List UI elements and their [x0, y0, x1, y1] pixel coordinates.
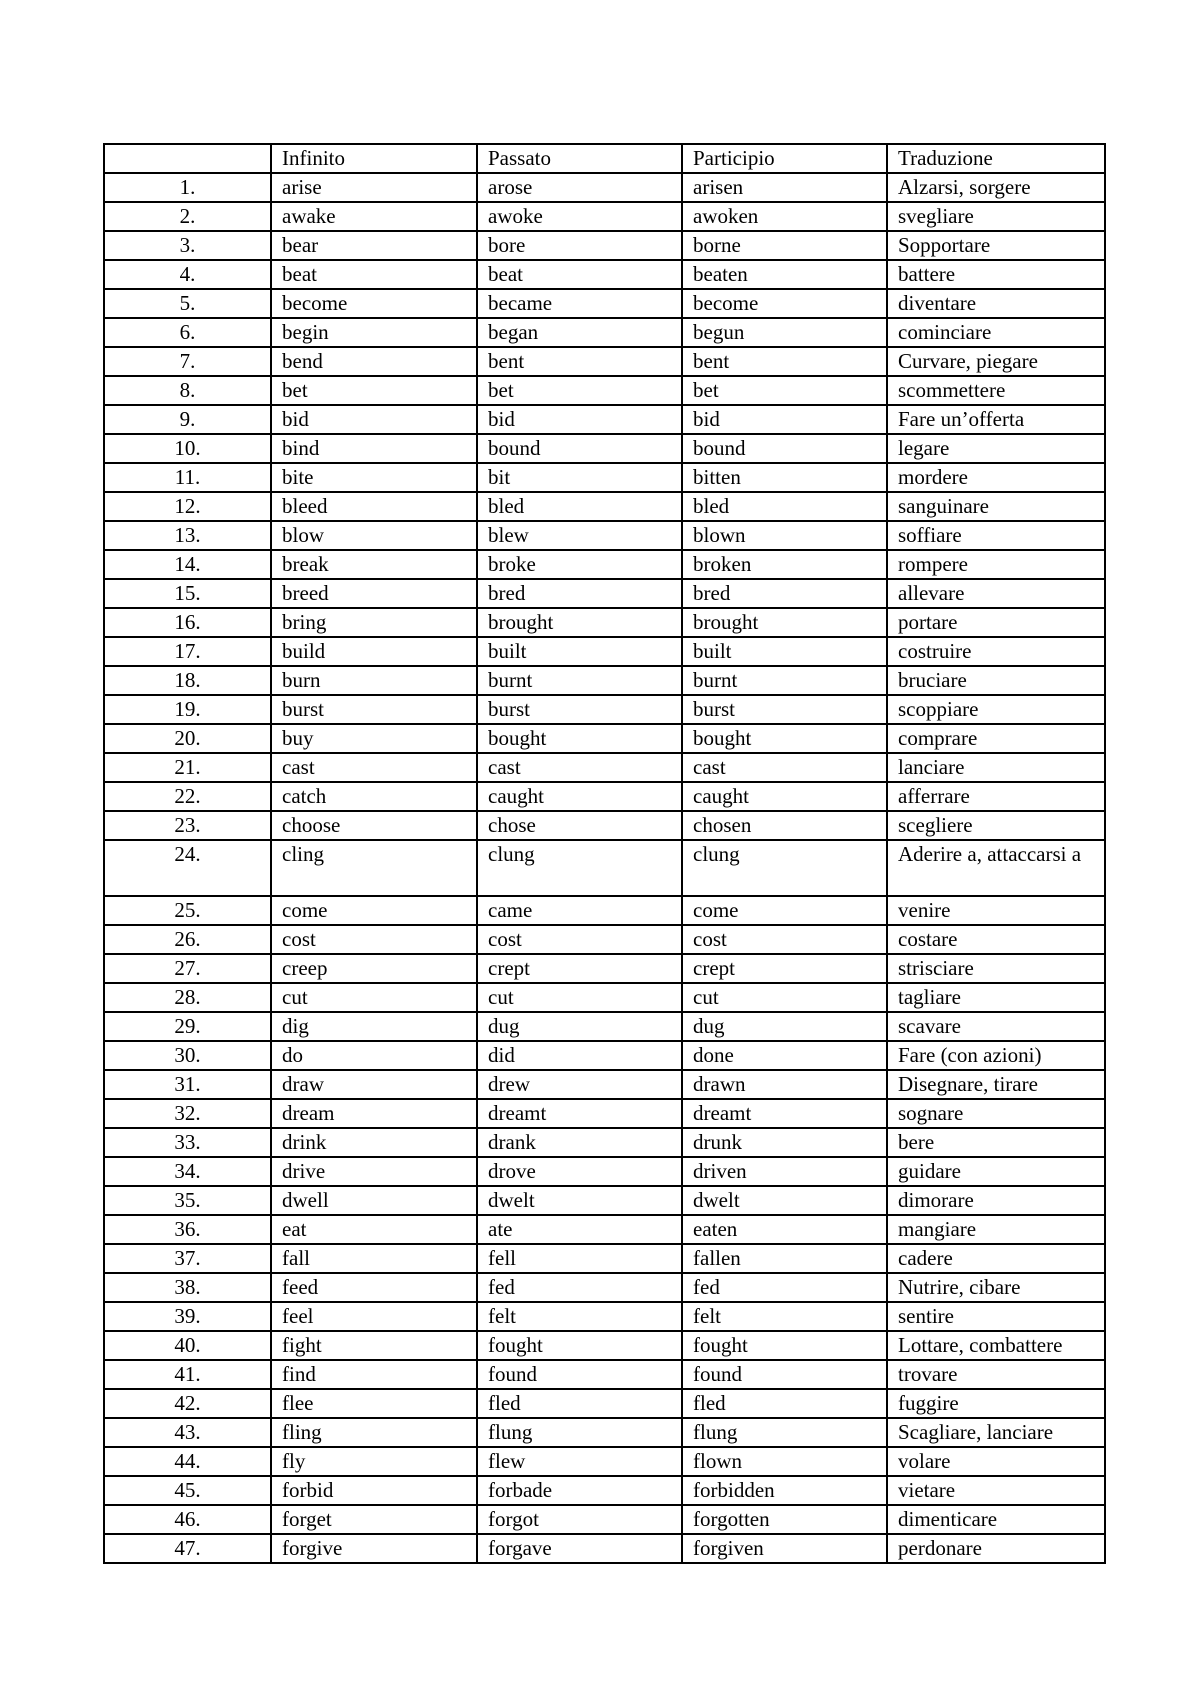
cell-infinito: eat: [271, 1215, 477, 1244]
cell-traduzione: battere: [887, 260, 1105, 289]
cell-infinito: drive: [271, 1157, 477, 1186]
cell-infinito: bleed: [271, 492, 477, 521]
row-number: 17.: [104, 637, 271, 666]
cell-traduzione: Sopportare: [887, 231, 1105, 260]
table-body: [104, 173, 1105, 1563]
cell-participio: come: [682, 896, 887, 925]
cell-infinito: begin: [271, 318, 477, 347]
cell-participio: brought: [682, 608, 887, 637]
cell-traduzione: mangiare: [887, 1215, 1105, 1244]
cell-passato: came: [477, 896, 682, 925]
table-row: [104, 1418, 1105, 1447]
cell-passato: crept: [477, 954, 682, 983]
cell-participio: bitten: [682, 463, 887, 492]
table-row: [104, 954, 1105, 983]
cell-passato: drew: [477, 1070, 682, 1099]
cell-participio: flown: [682, 1447, 887, 1476]
row-number: 26.: [104, 925, 271, 954]
table-header-row: [104, 144, 1105, 173]
table-row: [104, 1389, 1105, 1418]
cell-traduzione: perdonare: [887, 1534, 1105, 1563]
cell-infinito: bend: [271, 347, 477, 376]
cell-infinito: forget: [271, 1505, 477, 1534]
cell-traduzione: dimenticare: [887, 1505, 1105, 1534]
cell-participio: done: [682, 1041, 887, 1070]
cell-passato: bet: [477, 376, 682, 405]
header-cell-infinito: Infinito: [271, 144, 477, 173]
cell-traduzione: dimorare: [887, 1186, 1105, 1215]
cell-traduzione: soffiare: [887, 521, 1105, 550]
cell-infinito: cost: [271, 925, 477, 954]
table-row: [104, 521, 1105, 550]
cell-participio: found: [682, 1360, 887, 1389]
table-row: [104, 637, 1105, 666]
cell-participio: beaten: [682, 260, 887, 289]
table-row: [104, 1302, 1105, 1331]
row-number: 27.: [104, 954, 271, 983]
cell-infinito: arise: [271, 173, 477, 202]
cell-participio: bent: [682, 347, 887, 376]
cell-infinito: burn: [271, 666, 477, 695]
cell-infinito: creep: [271, 954, 477, 983]
table-row: [104, 1128, 1105, 1157]
cell-infinito: dig: [271, 1012, 477, 1041]
row-number: 11.: [104, 463, 271, 492]
cell-participio: bet: [682, 376, 887, 405]
table-row: [104, 1360, 1105, 1389]
cell-infinito: feel: [271, 1302, 477, 1331]
table-row: [104, 1099, 1105, 1128]
cell-passato: cast: [477, 753, 682, 782]
cell-infinito: bring: [271, 608, 477, 637]
cell-infinito: bear: [271, 231, 477, 260]
cell-infinito: find: [271, 1360, 477, 1389]
cell-infinito: awake: [271, 202, 477, 231]
cell-traduzione: cominciare: [887, 318, 1105, 347]
cell-participio: drawn: [682, 1070, 887, 1099]
cell-infinito: dream: [271, 1099, 477, 1128]
row-number: 7.: [104, 347, 271, 376]
cell-passato: chose: [477, 811, 682, 840]
row-number: 47.: [104, 1534, 271, 1563]
table-row: [104, 289, 1105, 318]
cell-passato: cost: [477, 925, 682, 954]
cell-participio: awoken: [682, 202, 887, 231]
row-number: 39.: [104, 1302, 271, 1331]
cell-traduzione: legare: [887, 434, 1105, 463]
cell-passato: found: [477, 1360, 682, 1389]
cell-passato: bore: [477, 231, 682, 260]
table-row: [104, 1447, 1105, 1476]
header-cell-traduzione: Traduzione: [887, 144, 1105, 173]
cell-traduzione: Alzarsi, sorgere: [887, 173, 1105, 202]
table-row: [104, 376, 1105, 405]
cell-participio: borne: [682, 231, 887, 260]
cell-traduzione: allevare: [887, 579, 1105, 608]
cell-passato: built: [477, 637, 682, 666]
table-row: [104, 202, 1105, 231]
row-number: 21.: [104, 753, 271, 782]
table-row: [104, 173, 1105, 202]
row-number: 13.: [104, 521, 271, 550]
table-row: [104, 896, 1105, 925]
cell-traduzione: afferrare: [887, 782, 1105, 811]
table-row: [104, 1070, 1105, 1099]
cell-passato: bought: [477, 724, 682, 753]
row-number: 3.: [104, 231, 271, 260]
table-row: [104, 1244, 1105, 1273]
row-number: 42.: [104, 1389, 271, 1418]
row-number: 19.: [104, 695, 271, 724]
row-number: 41.: [104, 1360, 271, 1389]
table-row: [104, 550, 1105, 579]
cell-participio: caught: [682, 782, 887, 811]
cell-participio: cost: [682, 925, 887, 954]
cell-passato: beat: [477, 260, 682, 289]
table-row: [104, 608, 1105, 637]
cell-participio: fallen: [682, 1244, 887, 1273]
table-row: [104, 753, 1105, 782]
row-number: 22.: [104, 782, 271, 811]
cell-passato: began: [477, 318, 682, 347]
cell-passato: fought: [477, 1331, 682, 1360]
row-number: 14.: [104, 550, 271, 579]
cell-participio: burst: [682, 695, 887, 724]
cell-passato: dug: [477, 1012, 682, 1041]
row-number: 30.: [104, 1041, 271, 1070]
table-row: [104, 1505, 1105, 1534]
cell-infinito: choose: [271, 811, 477, 840]
cell-participio: eaten: [682, 1215, 887, 1244]
cell-participio: burnt: [682, 666, 887, 695]
row-number: 6.: [104, 318, 271, 347]
cell-participio: forbidden: [682, 1476, 887, 1505]
cell-infinito: catch: [271, 782, 477, 811]
cell-passato: drove: [477, 1157, 682, 1186]
cell-passato: became: [477, 289, 682, 318]
cell-infinito: become: [271, 289, 477, 318]
cell-traduzione: scegliere: [887, 811, 1105, 840]
cell-passato: bred: [477, 579, 682, 608]
cell-traduzione: lanciare: [887, 753, 1105, 782]
row-number: 29.: [104, 1012, 271, 1041]
cell-infinito: fly: [271, 1447, 477, 1476]
row-number: 35.: [104, 1186, 271, 1215]
cell-traduzione: venire: [887, 896, 1105, 925]
cell-passato: blew: [477, 521, 682, 550]
row-number: 38.: [104, 1273, 271, 1302]
cell-infinito: fight: [271, 1331, 477, 1360]
cell-passato: burnt: [477, 666, 682, 695]
cell-traduzione: sanguinare: [887, 492, 1105, 521]
cell-participio: dug: [682, 1012, 887, 1041]
cell-passato: awoke: [477, 202, 682, 231]
cell-infinito: fling: [271, 1418, 477, 1447]
table-row: [104, 492, 1105, 521]
cell-participio: bred: [682, 579, 887, 608]
cell-infinito: breed: [271, 579, 477, 608]
cell-participio: forgotten: [682, 1505, 887, 1534]
table-row: [104, 811, 1105, 840]
row-number: 34.: [104, 1157, 271, 1186]
row-number: 16.: [104, 608, 271, 637]
cell-infinito: blow: [271, 521, 477, 550]
cell-traduzione: portare: [887, 608, 1105, 637]
row-number: 46.: [104, 1505, 271, 1534]
cell-infinito: forgive: [271, 1534, 477, 1563]
cell-passato: flew: [477, 1447, 682, 1476]
cell-passato: clung: [477, 840, 682, 896]
row-number: 43.: [104, 1418, 271, 1447]
cell-infinito: drink: [271, 1128, 477, 1157]
table-row: [104, 1012, 1105, 1041]
row-number: 10.: [104, 434, 271, 463]
cell-participio: fought: [682, 1331, 887, 1360]
table-row: [104, 695, 1105, 724]
table-row: [104, 579, 1105, 608]
cell-passato: felt: [477, 1302, 682, 1331]
cell-traduzione: scommettere: [887, 376, 1105, 405]
cell-participio: felt: [682, 1302, 887, 1331]
cell-infinito: feed: [271, 1273, 477, 1302]
cell-participio: arisen: [682, 173, 887, 202]
cell-traduzione: Fare un’offerta: [887, 405, 1105, 434]
table-row: [104, 782, 1105, 811]
cell-infinito: build: [271, 637, 477, 666]
cell-traduzione: mordere: [887, 463, 1105, 492]
cell-infinito: burst: [271, 695, 477, 724]
table-row: [104, 260, 1105, 289]
table-row: [104, 318, 1105, 347]
cell-traduzione: costruire: [887, 637, 1105, 666]
cell-participio: bound: [682, 434, 887, 463]
table-row: [104, 1331, 1105, 1360]
cell-participio: built: [682, 637, 887, 666]
cell-passato: bound: [477, 434, 682, 463]
row-number: 12.: [104, 492, 271, 521]
cell-traduzione: Nutrire, cibare: [887, 1273, 1105, 1302]
cell-passato: fled: [477, 1389, 682, 1418]
row-number: 9.: [104, 405, 271, 434]
cell-infinito: draw: [271, 1070, 477, 1099]
cell-passato: bit: [477, 463, 682, 492]
row-number: 18.: [104, 666, 271, 695]
cell-traduzione: sognare: [887, 1099, 1105, 1128]
cell-traduzione: Lottare, combattere: [887, 1331, 1105, 1360]
cell-infinito: cling: [271, 840, 477, 896]
cell-infinito: do: [271, 1041, 477, 1070]
row-number: 2.: [104, 202, 271, 231]
cell-traduzione: volare: [887, 1447, 1105, 1476]
cell-participio: bled: [682, 492, 887, 521]
cell-passato: ate: [477, 1215, 682, 1244]
cell-traduzione: Scagliare, lanciare: [887, 1418, 1105, 1447]
table-row: [104, 434, 1105, 463]
cell-participio: become: [682, 289, 887, 318]
cell-participio: fed: [682, 1273, 887, 1302]
table-row: [104, 925, 1105, 954]
table-row: [104, 1186, 1105, 1215]
cell-traduzione: Curvare, piegare: [887, 347, 1105, 376]
row-number: 40.: [104, 1331, 271, 1360]
header-cell-passato: Passato: [477, 144, 682, 173]
table-row: [104, 1157, 1105, 1186]
cell-passato: bent: [477, 347, 682, 376]
table-row: [104, 463, 1105, 492]
cell-participio: driven: [682, 1157, 887, 1186]
row-number: 4.: [104, 260, 271, 289]
cell-participio: bought: [682, 724, 887, 753]
table-row: [104, 1215, 1105, 1244]
cell-infinito: cast: [271, 753, 477, 782]
table-row: [104, 983, 1105, 1012]
cell-passato: fell: [477, 1244, 682, 1273]
cell-participio: fled: [682, 1389, 887, 1418]
cell-traduzione: scavare: [887, 1012, 1105, 1041]
cell-traduzione: vietare: [887, 1476, 1105, 1505]
cell-participio: dwelt: [682, 1186, 887, 1215]
cell-participio: drunk: [682, 1128, 887, 1157]
cell-passato: dwelt: [477, 1186, 682, 1215]
row-number: 28.: [104, 983, 271, 1012]
row-number: 45.: [104, 1476, 271, 1505]
header-cell-number: [104, 144, 271, 173]
cell-passato: drank: [477, 1128, 682, 1157]
row-number: 5.: [104, 289, 271, 318]
cell-traduzione: rompere: [887, 550, 1105, 579]
cell-passato: forgot: [477, 1505, 682, 1534]
cell-passato: brought: [477, 608, 682, 637]
table-row: [104, 231, 1105, 260]
cell-traduzione: tagliare: [887, 983, 1105, 1012]
table-row: [104, 405, 1105, 434]
cell-participio: blown: [682, 521, 887, 550]
cell-participio: dreamt: [682, 1099, 887, 1128]
table-row: [104, 1041, 1105, 1070]
row-number: 32.: [104, 1099, 271, 1128]
cell-traduzione: scoppiare: [887, 695, 1105, 724]
cell-infinito: bite: [271, 463, 477, 492]
cell-participio: begun: [682, 318, 887, 347]
cell-passato: dreamt: [477, 1099, 682, 1128]
cell-participio: chosen: [682, 811, 887, 840]
cell-traduzione: Aderire a, attaccarsi a: [887, 840, 1105, 896]
cell-traduzione: guidare: [887, 1157, 1105, 1186]
cell-passato: bid: [477, 405, 682, 434]
table-row: [104, 1273, 1105, 1302]
row-number: 37.: [104, 1244, 271, 1273]
cell-passato: arose: [477, 173, 682, 202]
row-number: 24.: [104, 840, 271, 896]
cell-traduzione: strisciare: [887, 954, 1105, 983]
cell-traduzione: trovare: [887, 1360, 1105, 1389]
cell-traduzione: comprare: [887, 724, 1105, 753]
cell-infinito: buy: [271, 724, 477, 753]
cell-infinito: break: [271, 550, 477, 579]
table-row: [104, 840, 1105, 896]
cell-participio: flung: [682, 1418, 887, 1447]
cell-passato: fed: [477, 1273, 682, 1302]
cell-traduzione: bere: [887, 1128, 1105, 1157]
cell-traduzione: costare: [887, 925, 1105, 954]
cell-participio: bid: [682, 405, 887, 434]
cell-traduzione: Fare (con azioni): [887, 1041, 1105, 1070]
cell-infinito: come: [271, 896, 477, 925]
row-number: 36.: [104, 1215, 271, 1244]
table-row: [104, 1476, 1105, 1505]
cell-traduzione: svegliare: [887, 202, 1105, 231]
cell-infinito: bet: [271, 376, 477, 405]
row-number: 20.: [104, 724, 271, 753]
row-number: 15.: [104, 579, 271, 608]
cell-traduzione: diventare: [887, 289, 1105, 318]
cell-passato: cut: [477, 983, 682, 1012]
cell-passato: forbade: [477, 1476, 682, 1505]
row-number: 33.: [104, 1128, 271, 1157]
cell-traduzione: fuggire: [887, 1389, 1105, 1418]
cell-infinito: beat: [271, 260, 477, 289]
row-number: 25.: [104, 896, 271, 925]
irregular-verbs-table: [103, 143, 1106, 1564]
cell-passato: forgave: [477, 1534, 682, 1563]
cell-passato: caught: [477, 782, 682, 811]
cell-traduzione: cadere: [887, 1244, 1105, 1273]
cell-traduzione: bruciare: [887, 666, 1105, 695]
cell-passato: burst: [477, 695, 682, 724]
cell-infinito: bind: [271, 434, 477, 463]
cell-infinito: dwell: [271, 1186, 477, 1215]
cell-participio: clung: [682, 840, 887, 896]
row-number: 23.: [104, 811, 271, 840]
cell-participio: crept: [682, 954, 887, 983]
cell-participio: cut: [682, 983, 887, 1012]
table-row: [104, 724, 1105, 753]
cell-passato: did: [477, 1041, 682, 1070]
cell-traduzione: sentire: [887, 1302, 1105, 1331]
cell-participio: cast: [682, 753, 887, 782]
cell-infinito: bid: [271, 405, 477, 434]
table-row: [104, 347, 1105, 376]
row-number: 8.: [104, 376, 271, 405]
row-number: 1.: [104, 173, 271, 202]
cell-passato: broke: [477, 550, 682, 579]
cell-infinito: fall: [271, 1244, 477, 1273]
row-number: 44.: [104, 1447, 271, 1476]
cell-participio: forgiven: [682, 1534, 887, 1563]
cell-infinito: flee: [271, 1389, 477, 1418]
cell-participio: broken: [682, 550, 887, 579]
cell-passato: flung: [477, 1418, 682, 1447]
cell-infinito: cut: [271, 983, 477, 1012]
header-cell-participio: Participio: [682, 144, 887, 173]
cell-traduzione: Disegnare, tirare: [887, 1070, 1105, 1099]
cell-passato: bled: [477, 492, 682, 521]
table-row: [104, 1534, 1105, 1563]
row-number: 31.: [104, 1070, 271, 1099]
cell-infinito: forbid: [271, 1476, 477, 1505]
table-row: [104, 666, 1105, 695]
